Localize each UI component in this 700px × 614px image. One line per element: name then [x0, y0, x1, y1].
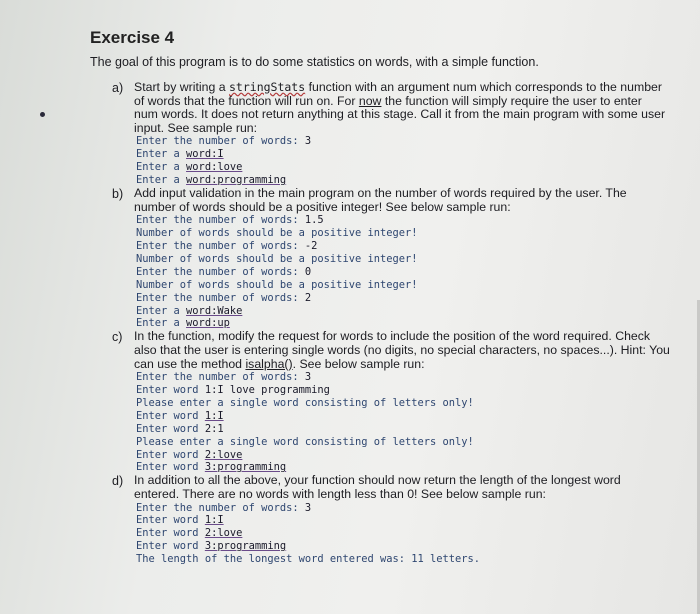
part-label: c)	[112, 330, 123, 345]
sample-run-line	[134, 423, 672, 436]
instruction-text: number of words should be a positive integer! See below sample run:	[134, 199, 511, 214]
sample-run-line	[134, 161, 672, 174]
console-prompt: Number of words should be a positive integer!	[136, 278, 418, 291]
console-input: 3:programming	[204, 461, 287, 474]
sample-run-line	[134, 253, 672, 266]
sample-run-line	[134, 384, 672, 397]
console-prompt: Enter the number of words:	[136, 265, 305, 278]
sample-run-line	[134, 240, 672, 253]
instruction-line	[134, 187, 672, 201]
sample-run-line	[134, 135, 672, 148]
console-input: 1.5	[304, 214, 324, 227]
console-prompt: Enter a	[136, 148, 187, 161]
console-input: -2	[304, 240, 318, 252]
console-input: 2:love	[204, 448, 243, 461]
exercise-goal: The goal of this program is to do some statistics on words, with a simple function.	[90, 55, 539, 69]
sample-run-line	[134, 527, 672, 540]
function-name: stringStats	[229, 80, 306, 94]
instruction-text: isalpha()	[245, 356, 293, 371]
console-prompt: Please enter a single word consisting of letters only!	[136, 435, 474, 448]
console-prompt: Enter word	[136, 422, 205, 435]
console-prompt: Number of words should be a positive integer!	[136, 252, 418, 265]
sample-run-line	[134, 371, 672, 384]
exercise-part	[112, 330, 672, 474]
instruction-line	[134, 201, 672, 215]
console-input: 2:love	[204, 527, 243, 540]
console-prompt: Enter a	[136, 174, 187, 187]
console-input: 1:I love programming	[204, 384, 330, 397]
console-prompt: Number of words should be a positive integer!	[136, 227, 418, 240]
instruction-line	[134, 81, 672, 95]
console-prompt: Enter the number of words:	[136, 214, 305, 227]
sample-run-line	[134, 279, 672, 292]
console-input: 3:programming	[204, 540, 287, 553]
part-label: d)	[112, 474, 124, 489]
console-prompt: Enter the number of words:	[136, 291, 305, 304]
console-prompt: Enter word	[136, 527, 205, 540]
exercise-parts	[112, 81, 672, 566]
exercise-part	[112, 187, 672, 330]
console-input: word:love	[186, 161, 243, 174]
console-prompt: Enter word	[136, 448, 205, 461]
console-prompt: Enter the number of words:	[136, 135, 305, 148]
console-input: 3	[304, 501, 312, 514]
console-input: 3	[304, 135, 312, 148]
instruction-line	[134, 344, 672, 358]
sample-run-line	[134, 540, 672, 553]
console-prompt: Enter a	[136, 317, 187, 330]
sample-run-line	[134, 397, 672, 410]
instruction-line	[134, 95, 672, 109]
console-prompt: Enter the number of words:	[136, 371, 305, 384]
console-prompt: Enter word	[136, 461, 205, 474]
exercise-part	[112, 474, 672, 566]
sample-run-line	[134, 436, 672, 449]
sample-run-line	[134, 266, 672, 279]
instruction-text: In addition to all the above, your function should now return the length of the longest word	[134, 473, 621, 488]
instruction-text: the function will simply require the user to enter	[381, 93, 642, 108]
sample-run-line	[134, 305, 672, 318]
console-prompt: Enter word	[136, 409, 205, 422]
instruction-line	[134, 108, 672, 122]
instruction-text: Start by writing a	[134, 80, 229, 94]
sample-run-line	[134, 227, 672, 240]
sample-run-line	[134, 553, 672, 566]
instruction-text: num words. It does not return anything at this stage. Call it from the main program with some user	[134, 107, 666, 122]
console-prompt: Please enter a single word consisting of letters only!	[136, 396, 474, 409]
exercise-part	[112, 81, 672, 187]
console-prompt: Enter a	[136, 161, 187, 174]
console-input: 1:I	[204, 409, 224, 422]
sample-run-line	[134, 148, 672, 161]
instruction-text: now	[358, 93, 382, 108]
exercise-title: Exercise 4	[90, 28, 175, 47]
instruction-line	[134, 488, 672, 502]
instruction-text: can use the method	[134, 356, 246, 371]
console-input: word:Wake	[186, 304, 243, 317]
instruction-line	[134, 330, 672, 344]
console-input: word:I	[186, 148, 224, 161]
instruction-text: also that the user is entering single words (no digits, no special characters, no spaces...). Hint: You	[134, 342, 670, 357]
instruction-text: entered. There are no words with length less than 0! See below sample run:	[134, 486, 546, 501]
instruction-line	[134, 122, 672, 136]
instruction-line	[134, 474, 672, 488]
sample-run-line	[134, 449, 672, 462]
console-prompt: The length of the longest word entered was: 11 letters.	[136, 553, 481, 566]
part-label: b)	[112, 187, 124, 201]
console-input: 2	[304, 291, 312, 304]
instruction-text: input. See sample run:	[134, 120, 258, 135]
instruction-text: . See below sample run:	[292, 356, 425, 371]
part-label: a)	[112, 81, 124, 95]
console-prompt: Enter word	[136, 540, 205, 553]
console-input: word:programming	[186, 174, 287, 187]
console-input: 3	[304, 371, 312, 384]
sample-run-line	[134, 514, 672, 527]
sample-run-line	[134, 214, 672, 227]
console-prompt: Enter the number of words:	[136, 501, 305, 514]
sample-run-line	[134, 292, 672, 305]
console-prompt: Enter word	[136, 514, 205, 527]
instruction-line	[134, 358, 672, 372]
instruction-text: function with an argument num which corresponds to the number	[305, 80, 662, 94]
console-input: 2:1	[204, 422, 224, 435]
console-input: 1:I	[204, 514, 224, 527]
sample-run-line	[134, 410, 672, 423]
instruction-text: In the function, modify the request for words to include the position of the word required. Check	[134, 329, 651, 344]
console-input: word:up	[186, 317, 230, 330]
console-prompt: Enter word	[136, 384, 205, 397]
instruction-text: of words that the function will run on. For	[134, 93, 359, 108]
console-prompt: Enter the number of words:	[136, 240, 305, 252]
console-input: 0	[304, 265, 312, 278]
console-prompt: Enter a	[136, 304, 187, 317]
bullet-mark	[40, 112, 45, 117]
instruction-text: Add input validation in the main program on the number of words required by the user. The	[134, 186, 627, 200]
sample-run-line	[134, 502, 672, 515]
